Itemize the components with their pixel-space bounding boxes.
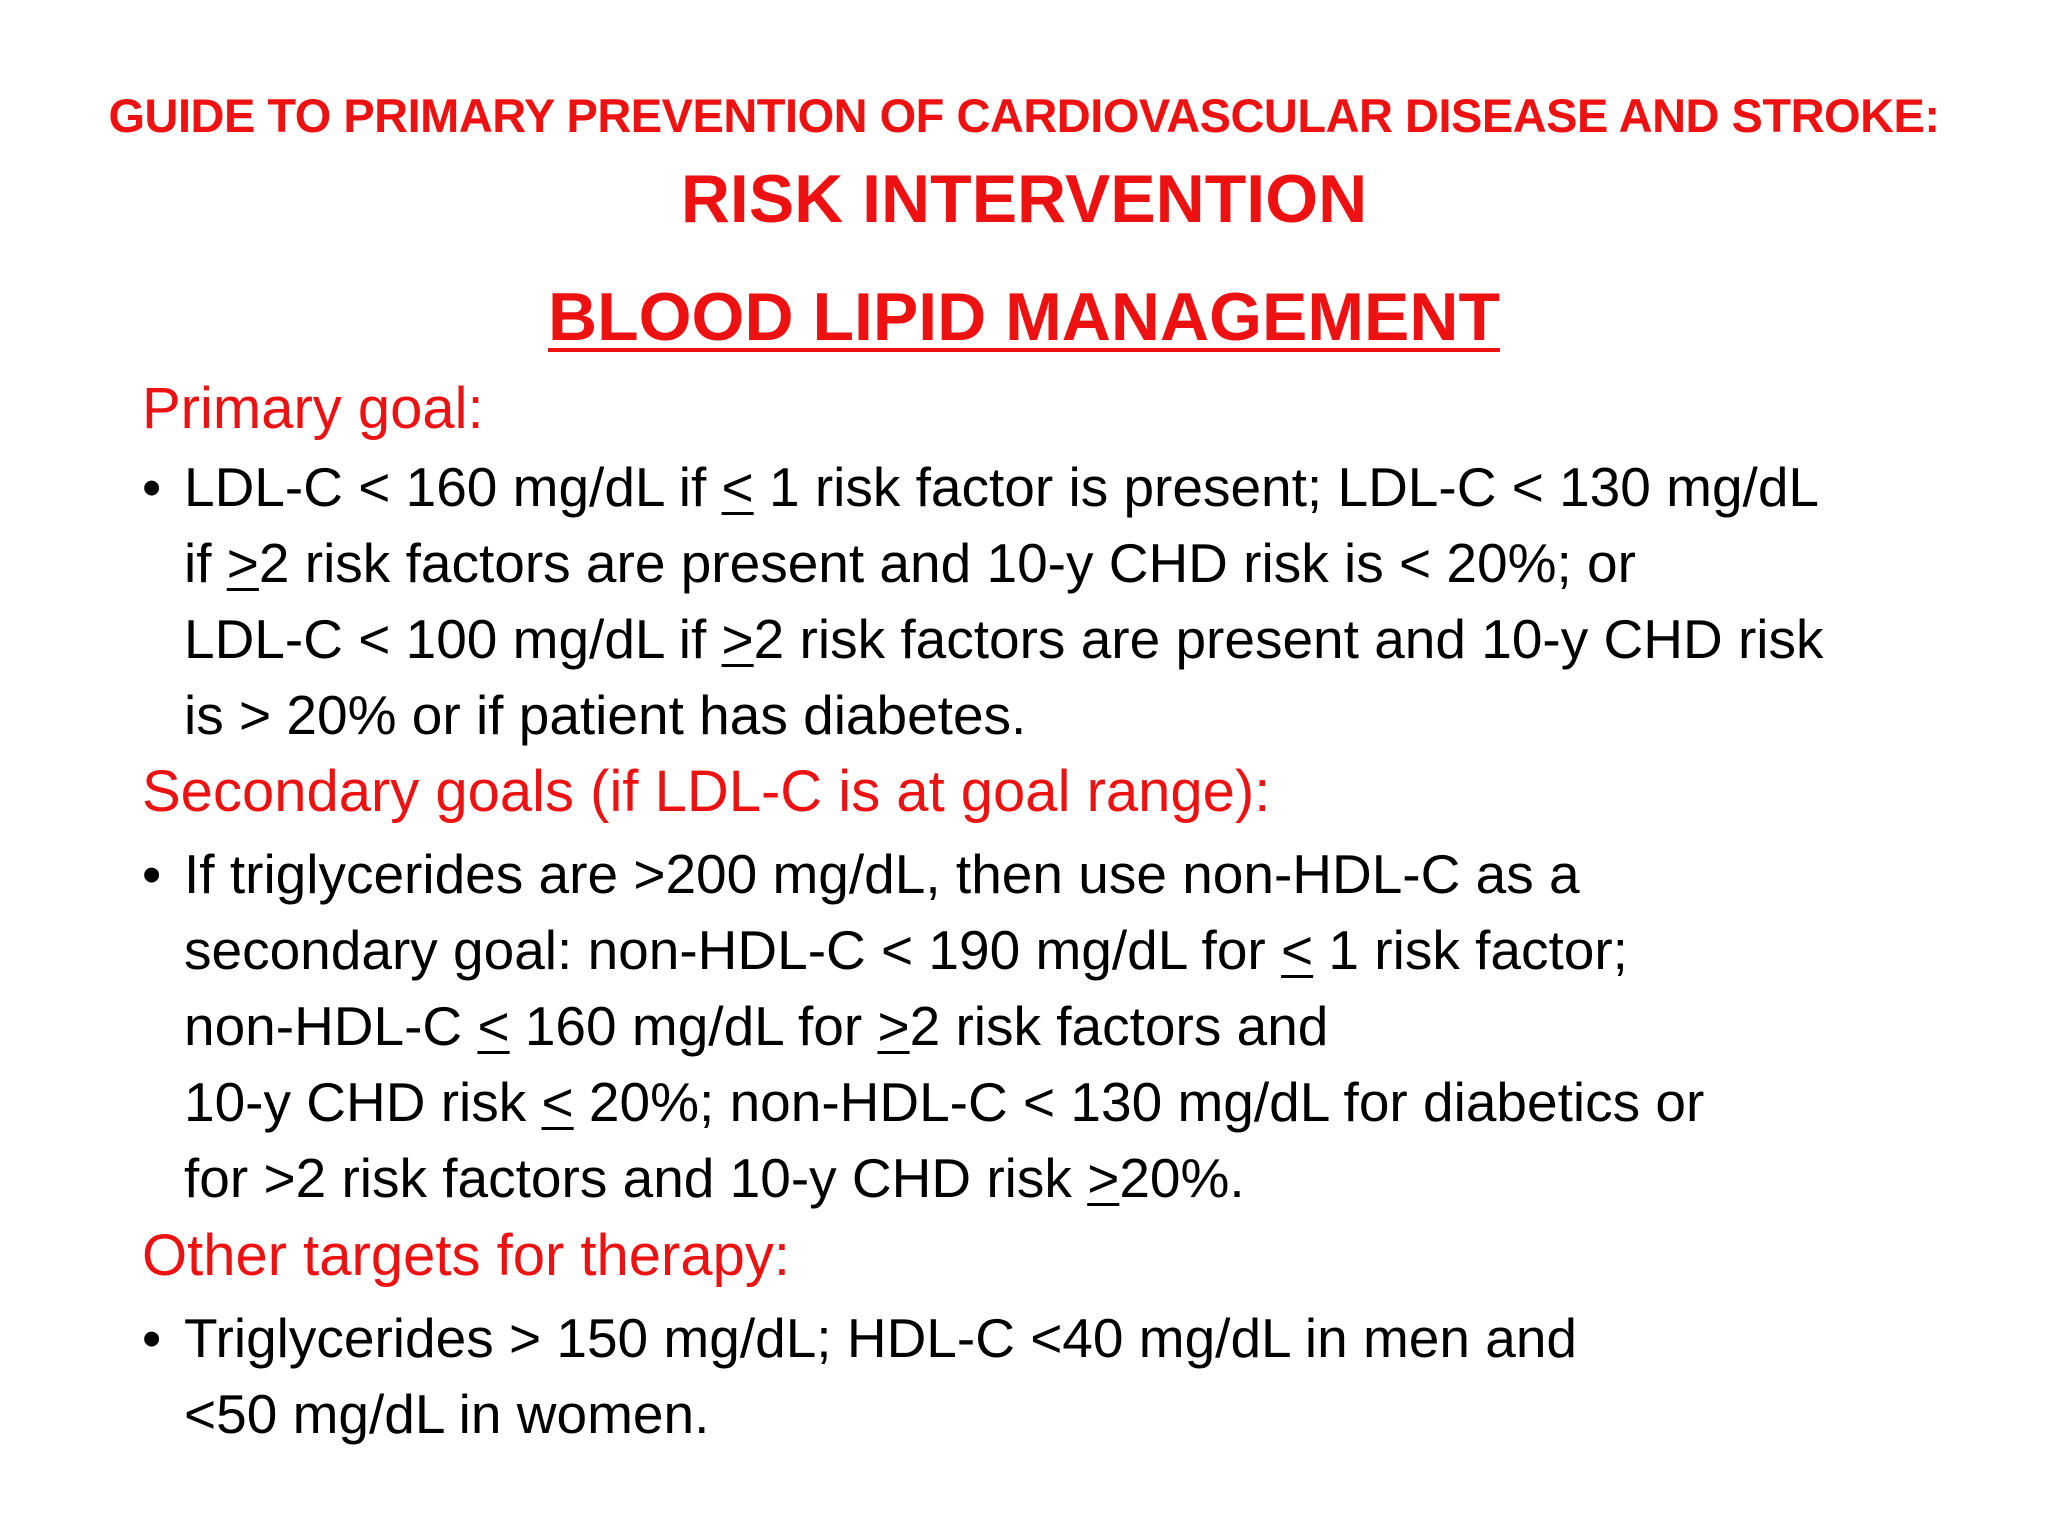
bullet-icon: • [142, 843, 162, 905]
text-segment: 2 risk factors and [909, 995, 1329, 1057]
underlined-symbol: < [477, 995, 510, 1057]
risk-intervention-title: RISK INTERVENTION [680, 161, 1368, 237]
text-segment: for >2 risk factors and 10-y CHD risk [184, 1147, 1088, 1209]
bullet-text-line [142, 912, 1942, 988]
underlined-symbol: > [721, 608, 754, 670]
primary-goal-label: Primary goal: [142, 376, 484, 441]
text-segment: If triglycerides are >200 mg/dL, then use non-HDL-C as a [184, 843, 1580, 905]
other-targets-bullet [142, 1300, 1942, 1452]
underlined-symbol: > [226, 532, 259, 594]
bullet-text-line [142, 601, 1942, 677]
secondary-goals-label: Secondary goals (if LDL-C is at goal range): [142, 759, 1271, 824]
underlined-symbol: < [541, 1071, 574, 1133]
bullet-text-line [142, 836, 1942, 912]
text-segment: non-HDL-C [184, 995, 478, 1057]
guide-title: GUIDE TO PRIMARY PREVENTION OF CARDIOVASCULAR DISEASE AND STROKE: [108, 89, 1940, 142]
bullet-text-line [142, 1376, 1942, 1452]
bullet-icon: • [142, 456, 162, 518]
text-segment: 1 risk factor is present; LDL-C < 130 mg/dL [753, 456, 1820, 518]
text-segment: LDL-C < 100 mg/dL if [184, 608, 722, 670]
text-segment: 20%; non-HDL-C < 130 mg/dL for diabetics or [573, 1071, 1705, 1133]
primary-goal-bullet [142, 449, 1942, 753]
bullet-text-line [142, 1140, 1942, 1216]
text-segment: Triglycerides > 150 mg/dL; HDL-C <40 mg/dL in men and [184, 1307, 1577, 1369]
underlined-symbol: < [721, 456, 754, 518]
blood-lipid-management-title: BLOOD LIPID MANAGEMENT [548, 279, 1500, 355]
bullet-text-line [142, 449, 1942, 525]
text-segment: 20%. [1119, 1147, 1245, 1209]
text-segment: if [184, 532, 227, 594]
bullet-text-line [142, 1300, 1942, 1376]
text-segment: secondary goal: non-HDL-C < 190 mg/dL for [184, 919, 1282, 981]
text-segment: 2 risk factors are present and 10-y CHD risk [753, 608, 1824, 670]
bullet-text-line [142, 988, 1942, 1064]
underlined-symbol: > [1087, 1147, 1120, 1209]
secondary-goals-bullet [142, 836, 1942, 1216]
text-segment: LDL-C < 160 mg/dL if [184, 456, 722, 518]
bullet-text-line [142, 1064, 1942, 1140]
bullet-icon: • [142, 1307, 162, 1369]
text-segment: <50 mg/dL in women. [184, 1383, 710, 1445]
bullet-text-line [142, 525, 1942, 601]
text-segment: 160 mg/dL for [509, 995, 878, 1057]
underlined-symbol: < [1281, 919, 1314, 981]
text-segment: 10-y CHD risk [184, 1071, 542, 1133]
other-targets-label: Other targets for therapy: [142, 1223, 790, 1288]
text-segment: 2 risk factors are present and 10-y CHD risk is < 20%; or [258, 532, 1636, 594]
bullet-text-line [142, 677, 1942, 753]
text-segment: is > 20% or if patient has diabetes. [184, 684, 1027, 746]
underlined-symbol: > [877, 995, 910, 1057]
text-segment: 1 risk factor; [1313, 919, 1628, 981]
